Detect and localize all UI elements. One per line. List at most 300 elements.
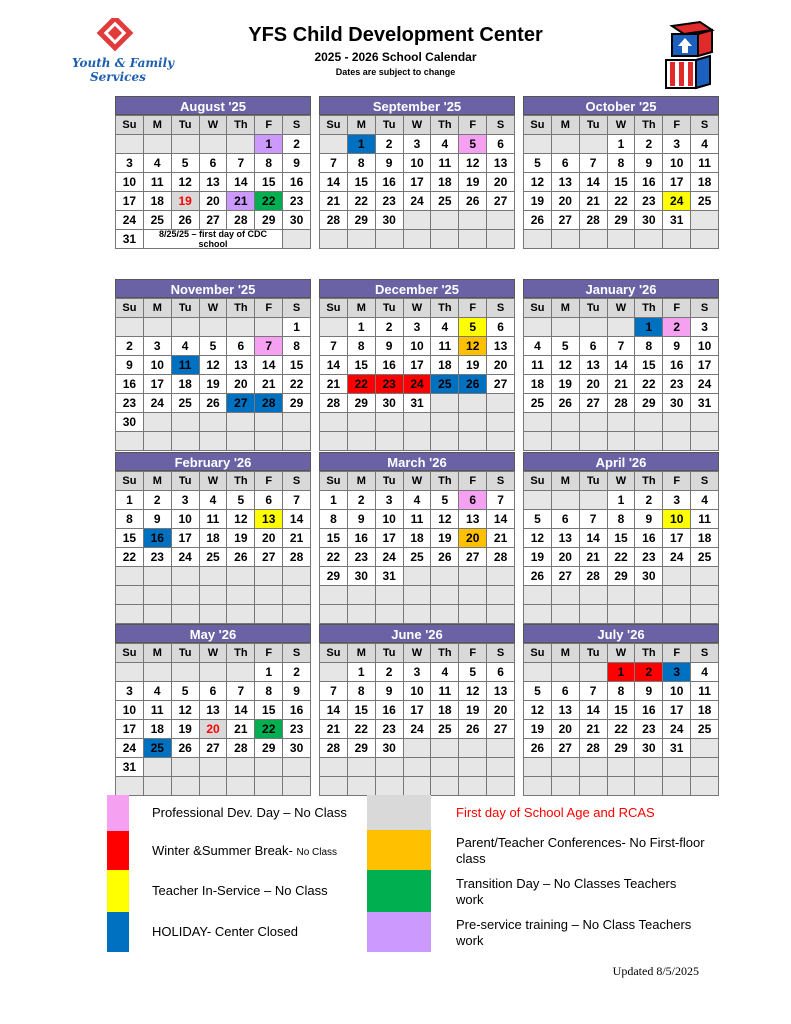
day-cell: 23 [283, 720, 311, 739]
empty-cell [431, 739, 459, 758]
day-cell: 29 [320, 567, 348, 586]
empty-cell [404, 777, 432, 796]
day-cell: 12 [459, 337, 487, 356]
day-cell: 5 [431, 491, 459, 510]
day-cell: 30 [376, 394, 404, 413]
day-cell: 5 [459, 663, 487, 682]
empty-cell [320, 777, 348, 796]
empty-cell [227, 413, 255, 432]
day-cell: 26 [431, 548, 459, 567]
month-header: May '26 [115, 624, 311, 643]
day-cell: 19 [552, 375, 580, 394]
day-cell: 16 [376, 701, 404, 720]
weekday-header: Tu [172, 299, 200, 318]
weekday-header: S [691, 472, 719, 491]
weekday-header: W [404, 116, 432, 135]
day-cell: 16 [635, 173, 663, 192]
empty-cell [524, 230, 552, 249]
day-cell: 5 [524, 154, 552, 173]
empty-cell [691, 758, 719, 777]
empty-cell [691, 432, 719, 451]
day-cell: 12 [227, 510, 255, 529]
weekday-header: Th [431, 299, 459, 318]
empty-cell [580, 663, 608, 682]
empty-cell [255, 567, 283, 586]
day-cell: 8 [348, 682, 376, 701]
day-cell: 8 [608, 682, 636, 701]
day-cell: 2 [376, 135, 404, 154]
empty-cell [635, 605, 663, 624]
day-cell: 8 [348, 337, 376, 356]
day-cell: 13 [487, 154, 515, 173]
day-cell: 28 [320, 211, 348, 230]
empty-cell [691, 567, 719, 586]
day-cell: 1 [283, 318, 311, 337]
empty-cell [172, 605, 200, 624]
month-september-2025 [319, 96, 515, 249]
weekday-header: W [404, 644, 432, 663]
day-cell: 13 [552, 529, 580, 548]
weekday-header: F [255, 472, 283, 491]
empty-cell [227, 605, 255, 624]
day-cell: 9 [283, 682, 311, 701]
empty-cell [524, 586, 552, 605]
day-cell: 17 [663, 529, 691, 548]
day-cell: 5 [524, 510, 552, 529]
day-cell: 9 [376, 682, 404, 701]
day-cell: 1 [348, 318, 376, 337]
empty-cell [227, 758, 255, 777]
empty-cell [524, 758, 552, 777]
day-cell: 18 [200, 529, 228, 548]
day-cell: 9 [376, 154, 404, 173]
day-cell: 3 [376, 491, 404, 510]
legend-swatch-blue [107, 912, 129, 952]
weekday-header: F [255, 116, 283, 135]
day-cell: 1 [320, 491, 348, 510]
empty-cell [691, 605, 719, 624]
day-cell: 2 [116, 337, 144, 356]
day-cell: 22 [116, 548, 144, 567]
day-cell: 22 [283, 375, 311, 394]
weekday-header: Su [116, 472, 144, 491]
empty-cell [255, 605, 283, 624]
empty-cell [172, 586, 200, 605]
day-cell: 27 [200, 739, 228, 758]
day-cell: 28 [487, 548, 515, 567]
empty-cell [116, 586, 144, 605]
day-cell: 19 [459, 356, 487, 375]
day-cell: 23 [348, 548, 376, 567]
day-cell: 1 [608, 663, 636, 682]
day-cell: 28 [227, 739, 255, 758]
day-cell: 24 [663, 192, 691, 211]
empty-cell [635, 586, 663, 605]
day-cell: 21 [227, 720, 255, 739]
empty-cell [580, 758, 608, 777]
day-cell: 7 [283, 491, 311, 510]
weekday-header: Su [320, 472, 348, 491]
day-cell: 15 [608, 701, 636, 720]
empty-cell [320, 413, 348, 432]
empty-cell [404, 586, 432, 605]
day-cell: 6 [487, 135, 515, 154]
empty-cell [348, 777, 376, 796]
day-cell: 21 [255, 375, 283, 394]
logo-text-line1: Youth & Family [72, 56, 175, 70]
day-cell: 9 [635, 682, 663, 701]
weekday-header: Su [320, 299, 348, 318]
empty-cell [580, 777, 608, 796]
month-grid [115, 471, 311, 624]
day-cell: 4 [200, 491, 228, 510]
empty-cell [200, 777, 228, 796]
day-cell: 12 [552, 356, 580, 375]
empty-cell [431, 777, 459, 796]
empty-cell [431, 586, 459, 605]
day-cell: 7 [320, 154, 348, 173]
empty-cell [404, 432, 432, 451]
day-cell: 10 [663, 682, 691, 701]
legend-preservice-training: Pre-service training – No Class Teachers work [456, 917, 692, 948]
weekday-header: Su [524, 116, 552, 135]
day-cell: 5 [524, 682, 552, 701]
month-header: March '26 [319, 452, 515, 471]
day-cell: 2 [635, 663, 663, 682]
day-cell: 15 [320, 529, 348, 548]
day-cell: 19 [524, 192, 552, 211]
day-cell: 23 [376, 375, 404, 394]
empty-cell [144, 605, 172, 624]
empty-cell [487, 586, 515, 605]
day-cell: 3 [663, 491, 691, 510]
day-cell: 2 [376, 663, 404, 682]
empty-cell [144, 567, 172, 586]
empty-cell [144, 586, 172, 605]
empty-cell [524, 135, 552, 154]
day-cell: 25 [691, 192, 719, 211]
day-cell: 17 [404, 356, 432, 375]
day-cell: 9 [635, 154, 663, 173]
day-cell: 5 [459, 318, 487, 337]
day-cell: 28 [320, 739, 348, 758]
day-cell: 26 [172, 739, 200, 758]
day-cell: 4 [431, 663, 459, 682]
weekday-header: Tu [580, 472, 608, 491]
day-cell: 24 [404, 192, 432, 211]
day-cell: 28 [283, 548, 311, 567]
empty-cell [404, 413, 432, 432]
day-cell: 2 [144, 491, 172, 510]
empty-cell [200, 432, 228, 451]
empty-cell [487, 605, 515, 624]
day-cell: 10 [144, 356, 172, 375]
weekday-header: F [459, 299, 487, 318]
empty-cell [459, 586, 487, 605]
day-cell: 10 [691, 337, 719, 356]
day-cell: 1 [348, 135, 376, 154]
blocks-icon [662, 18, 716, 92]
empty-cell [200, 663, 228, 682]
empty-cell [348, 758, 376, 777]
empty-cell [691, 739, 719, 758]
day-cell: 25 [172, 394, 200, 413]
day-cell: 24 [663, 548, 691, 567]
weekday-header: M [144, 472, 172, 491]
day-cell: 17 [376, 529, 404, 548]
empty-cell [320, 663, 348, 682]
empty-cell [283, 432, 311, 451]
day-cell: 13 [552, 701, 580, 720]
day-cell: 22 [348, 192, 376, 211]
day-cell: 24 [404, 375, 432, 394]
empty-cell [348, 413, 376, 432]
day-cell: 19 [524, 720, 552, 739]
day-cell: 31 [116, 758, 144, 777]
empty-cell [404, 211, 432, 230]
day-cell: 17 [404, 173, 432, 192]
empty-cell [552, 318, 580, 337]
empty-cell [116, 605, 144, 624]
empty-cell [608, 758, 636, 777]
day-cell: 14 [320, 173, 348, 192]
legend-swatch-grey [367, 795, 431, 830]
day-cell: 24 [144, 394, 172, 413]
day-cell: 1 [116, 491, 144, 510]
day-cell: 30 [283, 739, 311, 758]
weekday-header: F [459, 116, 487, 135]
empty-cell [227, 663, 255, 682]
empty-cell [487, 739, 515, 758]
empty-cell [580, 491, 608, 510]
day-cell: 17 [172, 529, 200, 548]
day-cell: 20 [487, 701, 515, 720]
weekday-header: S [487, 116, 515, 135]
day-cell: 24 [172, 548, 200, 567]
day-cell: 3 [116, 682, 144, 701]
empty-cell [320, 318, 348, 337]
day-cell: 19 [459, 701, 487, 720]
empty-cell [459, 211, 487, 230]
day-cell: 11 [691, 154, 719, 173]
empty-cell [404, 230, 432, 249]
day-cell: 29 [635, 394, 663, 413]
empty-cell [663, 777, 691, 796]
weekday-header: F [663, 299, 691, 318]
empty-cell [200, 586, 228, 605]
day-cell: 12 [459, 154, 487, 173]
day-cell: 10 [404, 337, 432, 356]
day-cell: 13 [580, 356, 608, 375]
day-cell: 16 [144, 529, 172, 548]
legend-text: Professional Dev. Day – No Class [152, 805, 347, 820]
day-cell: 25 [691, 720, 719, 739]
empty-cell [200, 605, 228, 624]
day-cell: 6 [200, 682, 228, 701]
empty-cell [376, 230, 404, 249]
day-cell: 7 [320, 337, 348, 356]
empty-cell [144, 135, 172, 154]
weekday-header: S [487, 472, 515, 491]
empty-cell [376, 605, 404, 624]
day-cell: 9 [348, 510, 376, 529]
day-cell: 28 [255, 394, 283, 413]
month-january-2026 [523, 279, 719, 451]
empty-cell [144, 777, 172, 796]
empty-cell [283, 413, 311, 432]
weekday-header: Su [320, 644, 348, 663]
day-cell: 9 [376, 337, 404, 356]
weekday-header: Tu [376, 472, 404, 491]
empty-cell [487, 394, 515, 413]
day-cell: 17 [404, 701, 432, 720]
day-cell: 7 [580, 510, 608, 529]
day-cell: 25 [691, 548, 719, 567]
month-grid [523, 643, 719, 796]
day-cell: 20 [552, 548, 580, 567]
day-cell: 8 [348, 154, 376, 173]
weekday-header: Tu [172, 644, 200, 663]
month-grid [319, 643, 515, 796]
day-cell: 14 [227, 701, 255, 720]
empty-cell [431, 605, 459, 624]
day-cell: 18 [524, 375, 552, 394]
day-cell: 26 [172, 211, 200, 230]
day-cell: 23 [376, 192, 404, 211]
day-cell: 23 [635, 720, 663, 739]
day-cell: 11 [144, 173, 172, 192]
weekday-header: Su [524, 299, 552, 318]
day-cell: 16 [635, 529, 663, 548]
day-cell: 31 [376, 567, 404, 586]
day-cell: 29 [283, 394, 311, 413]
day-cell: 30 [376, 739, 404, 758]
empty-cell [552, 413, 580, 432]
weekday-header: Th [227, 472, 255, 491]
empty-cell [431, 413, 459, 432]
empty-cell [635, 413, 663, 432]
day-cell: 15 [348, 701, 376, 720]
legend-text: Winter &Summer Break- [152, 843, 297, 858]
day-cell: 27 [459, 548, 487, 567]
day-cell: 23 [635, 548, 663, 567]
empty-cell [144, 758, 172, 777]
empty-cell [663, 586, 691, 605]
weekday-header: M [348, 116, 376, 135]
day-cell: 30 [116, 413, 144, 432]
empty-cell [320, 135, 348, 154]
month-grid [523, 298, 719, 451]
day-cell: 18 [431, 701, 459, 720]
day-cell: 11 [144, 701, 172, 720]
empty-cell [580, 135, 608, 154]
empty-cell [255, 318, 283, 337]
empty-cell [348, 230, 376, 249]
day-cell: 4 [691, 663, 719, 682]
day-cell: 21 [227, 192, 255, 211]
day-cell: 21 [320, 720, 348, 739]
month-grid [319, 471, 515, 624]
day-cell: 26 [459, 720, 487, 739]
weekday-header: Tu [580, 299, 608, 318]
empty-cell [348, 605, 376, 624]
day-cell: 24 [404, 720, 432, 739]
day-cell: 14 [227, 173, 255, 192]
empty-cell [200, 318, 228, 337]
day-cell: 25 [144, 211, 172, 230]
day-cell: 25 [431, 192, 459, 211]
day-cell: 31 [691, 394, 719, 413]
weekday-header: M [144, 299, 172, 318]
day-cell: 22 [608, 192, 636, 211]
weekday-header: W [608, 116, 636, 135]
day-cell: 24 [691, 375, 719, 394]
weekday-header: F [663, 116, 691, 135]
day-cell: 2 [283, 135, 311, 154]
day-cell: 27 [487, 375, 515, 394]
empty-cell [487, 230, 515, 249]
day-cell: 29 [255, 739, 283, 758]
day-cell: 1 [608, 491, 636, 510]
day-cell: 5 [552, 337, 580, 356]
empty-cell [255, 758, 283, 777]
day-cell: 15 [255, 173, 283, 192]
day-cell: 26 [524, 739, 552, 758]
month-grid [319, 298, 515, 451]
weekday-header: Tu [172, 472, 200, 491]
empty-cell [227, 432, 255, 451]
weekday-header: S [283, 644, 311, 663]
empty-cell [691, 413, 719, 432]
day-cell: 26 [227, 548, 255, 567]
legend-parent-teacher-conf: Parent/Teacher Conferences- No First-floor class [456, 835, 705, 866]
day-cell: 20 [227, 375, 255, 394]
day-cell: 21 [487, 529, 515, 548]
empty-cell [227, 586, 255, 605]
empty-cell [552, 605, 580, 624]
month-august-2025 [115, 96, 311, 249]
empty-cell [580, 605, 608, 624]
weekday-header: F [459, 644, 487, 663]
day-cell: 1 [608, 135, 636, 154]
day-cell: 3 [172, 491, 200, 510]
day-cell: 19 [200, 375, 228, 394]
empty-cell [487, 777, 515, 796]
empty-cell [552, 777, 580, 796]
empty-cell [172, 135, 200, 154]
day-cell: 21 [580, 720, 608, 739]
day-cell: 17 [691, 356, 719, 375]
day-cell: 13 [552, 173, 580, 192]
day-cell: 5 [200, 337, 228, 356]
day-cell: 2 [348, 491, 376, 510]
empty-cell [608, 230, 636, 249]
empty-cell [552, 586, 580, 605]
weekday-header: Th [431, 472, 459, 491]
day-cell: 12 [459, 682, 487, 701]
weekday-header: Th [227, 644, 255, 663]
weekday-header: W [200, 472, 228, 491]
day-cell: 31 [404, 394, 432, 413]
day-cell: 19 [227, 529, 255, 548]
day-cell: 12 [172, 701, 200, 720]
empty-cell [663, 413, 691, 432]
day-cell: 21 [320, 375, 348, 394]
empty-cell [116, 432, 144, 451]
day-cell: 12 [524, 529, 552, 548]
empty-cell [116, 567, 144, 586]
legend-text: HOLIDAY- Center Closed [152, 924, 298, 939]
